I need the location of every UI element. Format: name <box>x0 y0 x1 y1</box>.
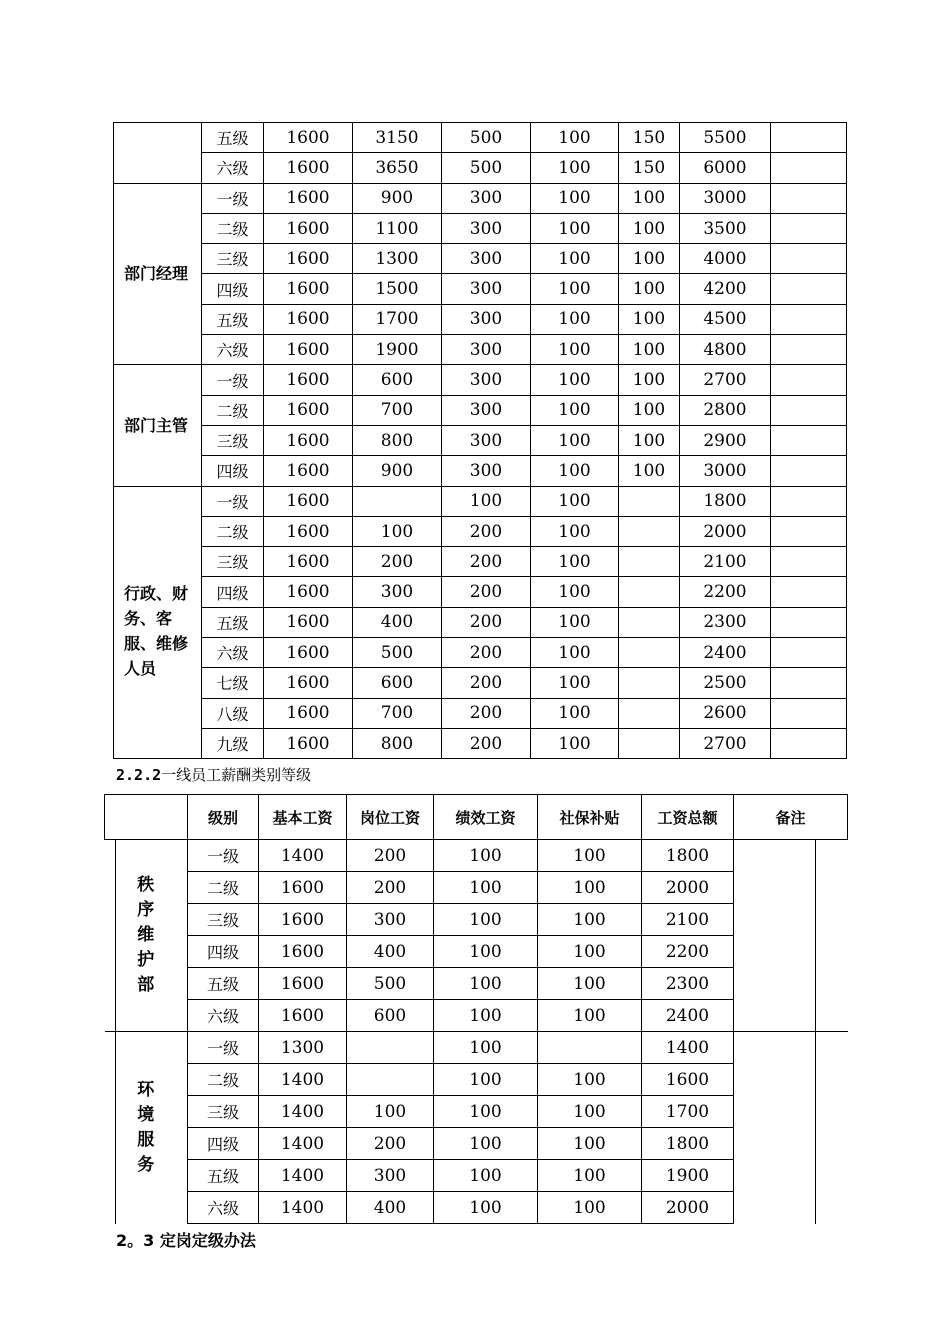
value-cell <box>619 728 680 758</box>
grade-cell: 四级 <box>202 456 264 486</box>
value-cell: 3000 <box>680 456 771 486</box>
value-cell: 100 <box>619 183 680 213</box>
remark-cell <box>771 153 847 183</box>
value-cell: 700 <box>353 698 442 728</box>
value-cell: 3650 <box>353 153 442 183</box>
value-cell: 2800 <box>680 395 771 425</box>
value-cell <box>619 607 680 637</box>
grade-cell: 一级 <box>202 365 264 395</box>
value-cell: 100 <box>434 968 538 1000</box>
value-cell: 6000 <box>680 153 771 183</box>
value-cell: 200 <box>442 577 531 607</box>
group-label-cell: 行政、财务、客服、维修人员 <box>114 486 202 759</box>
remark-cell <box>771 547 847 577</box>
value-cell: 2000 <box>642 872 734 904</box>
grade-cell: 六级 <box>188 1192 259 1224</box>
value-cell <box>619 698 680 728</box>
value-cell: 2200 <box>680 577 771 607</box>
value-cell: 100 <box>531 274 619 304</box>
remark-cell <box>771 698 847 728</box>
value-cell: 1700 <box>353 304 442 334</box>
remark-cell <box>771 516 847 546</box>
value-cell: 300 <box>347 904 434 936</box>
remark-cell <box>771 456 847 486</box>
remark-cell <box>771 425 847 455</box>
grade-cell: 一级 <box>202 183 264 213</box>
grade-cell: 四级 <box>188 936 259 968</box>
value-cell: 100 <box>434 904 538 936</box>
value-cell: 2700 <box>680 728 771 758</box>
value-cell: 150 <box>619 153 680 183</box>
value-cell: 1600 <box>264 183 353 213</box>
remark-cell <box>771 668 847 698</box>
grade-cell: 五级 <box>202 304 264 334</box>
column-header: 岗位工资 <box>347 795 434 840</box>
value-cell: 300 <box>442 274 531 304</box>
value-cell <box>619 668 680 698</box>
value-cell: 1400 <box>642 1032 734 1064</box>
grade-cell: 七级 <box>202 668 264 698</box>
value-cell: 800 <box>353 425 442 455</box>
table-row <box>114 123 847 153</box>
value-cell: 100 <box>531 123 619 153</box>
value-cell: 100 <box>538 904 642 936</box>
value-cell: 100 <box>434 1160 538 1192</box>
group-label-text: 环境服务 <box>137 1079 155 1175</box>
table-row <box>114 304 847 334</box>
value-cell: 5500 <box>680 123 771 153</box>
value-cell: 1600 <box>259 904 347 936</box>
column-header: 社保补贴 <box>538 795 642 840</box>
value-cell: 1600 <box>264 395 353 425</box>
column-header: 工资总额 <box>642 795 734 840</box>
grade-cell: 六级 <box>202 638 264 668</box>
table-row <box>114 486 847 516</box>
value-cell: 2200 <box>642 936 734 968</box>
grade-cell: 二级 <box>202 395 264 425</box>
value-cell: 100 <box>619 213 680 243</box>
value-cell: 200 <box>347 1128 434 1160</box>
column-header: 基本工资 <box>259 795 347 840</box>
value-cell: 2100 <box>642 904 734 936</box>
value-cell: 3000 <box>680 183 771 213</box>
value-cell: 1600 <box>264 728 353 758</box>
value-cell: 500 <box>442 123 531 153</box>
value-cell: 100 <box>434 840 538 872</box>
value-cell: 100 <box>531 577 619 607</box>
value-cell: 2100 <box>680 547 771 577</box>
table-row <box>114 213 847 243</box>
value-cell: 1400 <box>259 840 347 872</box>
table-row <box>114 244 847 274</box>
grade-cell: 三级 <box>202 425 264 455</box>
value-cell <box>619 577 680 607</box>
value-cell: 100 <box>531 304 619 334</box>
value-cell: 100 <box>531 335 619 365</box>
value-cell: 1600 <box>264 698 353 728</box>
value-cell: 1600 <box>264 153 353 183</box>
value-cell: 1800 <box>680 486 771 516</box>
salary-grade-table-frontline <box>104 794 848 1224</box>
table-row <box>114 395 847 425</box>
grade-cell: 六级 <box>188 1000 259 1032</box>
value-cell: 100 <box>353 516 442 546</box>
value-cell: 100 <box>531 607 619 637</box>
value-cell: 100 <box>538 1160 642 1192</box>
value-cell: 100 <box>619 244 680 274</box>
table-row <box>114 183 847 213</box>
remark-cell <box>771 244 847 274</box>
value-cell: 1600 <box>264 456 353 486</box>
remark-cell <box>771 486 847 516</box>
value-cell: 2000 <box>680 516 771 546</box>
value-cell: 100 <box>538 1096 642 1128</box>
value-cell: 100 <box>531 425 619 455</box>
value-cell: 500 <box>442 153 531 183</box>
value-cell: 4000 <box>680 244 771 274</box>
group-label-cell <box>105 840 188 1032</box>
value-cell: 2900 <box>680 425 771 455</box>
value-cell: 1100 <box>353 213 442 243</box>
grade-cell: 一级 <box>188 840 259 872</box>
grade-cell: 五级 <box>202 607 264 637</box>
table-row <box>114 153 847 183</box>
value-cell: 300 <box>442 335 531 365</box>
value-cell: 2300 <box>642 968 734 1000</box>
value-cell: 2500 <box>680 668 771 698</box>
value-cell: 4800 <box>680 335 771 365</box>
column-header: 级别 <box>188 795 259 840</box>
value-cell: 200 <box>442 547 531 577</box>
value-cell: 4200 <box>680 274 771 304</box>
value-cell: 100 <box>538 872 642 904</box>
remark-cell <box>771 365 847 395</box>
value-cell: 1600 <box>264 335 353 365</box>
table-row <box>114 516 847 546</box>
value-cell: 1600 <box>264 577 353 607</box>
grade-cell: 四级 <box>202 577 264 607</box>
value-cell: 1600 <box>264 213 353 243</box>
grade-cell: 二级 <box>202 213 264 243</box>
value-cell: 100 <box>619 335 680 365</box>
value-cell: 200 <box>442 728 531 758</box>
value-cell: 100 <box>538 968 642 1000</box>
value-cell: 1600 <box>264 244 353 274</box>
value-cell: 100 <box>531 638 619 668</box>
value-cell <box>619 486 680 516</box>
value-cell: 1800 <box>642 1128 734 1160</box>
grade-cell: 八级 <box>202 698 264 728</box>
value-cell <box>347 1064 434 1096</box>
remark-cell <box>771 123 847 153</box>
value-cell: 3500 <box>680 213 771 243</box>
table-row <box>114 425 847 455</box>
value-cell: 300 <box>442 183 531 213</box>
section-heading-grading-method: 2。3 定岗定级办法 <box>116 1231 256 1250</box>
remark-cell <box>734 840 848 1032</box>
value-cell: 1900 <box>353 335 442 365</box>
value-cell: 100 <box>347 1096 434 1128</box>
value-cell: 300 <box>442 304 531 334</box>
value-cell: 300 <box>442 425 531 455</box>
value-cell: 1600 <box>264 547 353 577</box>
value-cell: 3150 <box>353 123 442 153</box>
value-cell: 400 <box>347 1192 434 1224</box>
value-cell: 100 <box>538 936 642 968</box>
value-cell: 100 <box>531 183 619 213</box>
value-cell: 100 <box>531 365 619 395</box>
value-cell: 100 <box>434 936 538 968</box>
grade-cell: 五级 <box>202 123 264 153</box>
value-cell: 500 <box>347 968 434 1000</box>
table-row <box>114 607 847 637</box>
value-cell: 1600 <box>264 304 353 334</box>
value-cell: 100 <box>619 274 680 304</box>
value-cell: 1600 <box>264 274 353 304</box>
remark-cell <box>771 638 847 668</box>
value-cell: 1400 <box>259 1160 347 1192</box>
value-cell: 100 <box>538 840 642 872</box>
value-cell: 150 <box>619 123 680 153</box>
value-cell: 1400 <box>259 1192 347 1224</box>
value-cell: 1600 <box>264 365 353 395</box>
value-cell: 1600 <box>264 638 353 668</box>
table-row <box>114 698 847 728</box>
value-cell: 1900 <box>642 1160 734 1192</box>
value-cell: 100 <box>619 395 680 425</box>
value-cell: 400 <box>347 936 434 968</box>
table-row <box>114 547 847 577</box>
grade-cell: 三级 <box>188 1096 259 1128</box>
grade-cell: 九级 <box>202 728 264 758</box>
value-cell: 300 <box>442 244 531 274</box>
value-cell: 100 <box>434 1192 538 1224</box>
table-row <box>114 274 847 304</box>
remark-cell <box>771 183 847 213</box>
grade-cell: 六级 <box>202 335 264 365</box>
value-cell: 100 <box>531 153 619 183</box>
value-cell: 200 <box>442 698 531 728</box>
remark-cell <box>771 304 847 334</box>
value-cell: 100 <box>442 486 531 516</box>
value-cell: 1400 <box>259 1096 347 1128</box>
value-cell: 100 <box>434 1032 538 1064</box>
remark-cell <box>771 335 847 365</box>
value-cell: 500 <box>353 638 442 668</box>
value-cell: 100 <box>531 456 619 486</box>
table-row <box>114 638 847 668</box>
value-cell: 1600 <box>264 425 353 455</box>
value-cell: 1300 <box>259 1032 347 1064</box>
grade-cell: 一级 <box>202 486 264 516</box>
value-cell: 2400 <box>642 1000 734 1032</box>
table-row <box>114 577 847 607</box>
value-cell: 100 <box>531 486 619 516</box>
value-cell: 100 <box>619 304 680 334</box>
value-cell: 100 <box>538 1000 642 1032</box>
section-caption-frontline: 2.2.2一线员工薪酬类别等级 <box>116 766 312 784</box>
table-row <box>114 456 847 486</box>
value-cell: 1600 <box>264 607 353 637</box>
group-label-cell: 部门主管 <box>114 365 202 486</box>
value-cell: 1700 <box>642 1096 734 1128</box>
value-cell: 300 <box>442 395 531 425</box>
remark-cell <box>771 607 847 637</box>
value-cell: 100 <box>531 547 619 577</box>
grade-cell: 二级 <box>188 872 259 904</box>
value-cell: 200 <box>347 840 434 872</box>
grade-cell: 四级 <box>188 1128 259 1160</box>
value-cell: 100 <box>538 1128 642 1160</box>
value-cell: 100 <box>434 1064 538 1096</box>
value-cell: 4500 <box>680 304 771 334</box>
value-cell: 2600 <box>680 698 771 728</box>
value-cell: 100 <box>531 668 619 698</box>
value-cell: 1400 <box>259 1064 347 1096</box>
grade-cell: 一级 <box>188 1032 259 1064</box>
value-cell: 2300 <box>680 607 771 637</box>
table-row <box>105 1032 848 1064</box>
value-cell: 300 <box>347 1160 434 1192</box>
grade-cell: 三级 <box>188 904 259 936</box>
value-cell <box>619 547 680 577</box>
value-cell: 700 <box>353 395 442 425</box>
grade-cell: 五级 <box>188 968 259 1000</box>
grade-cell: 六级 <box>202 153 264 183</box>
value-cell: 1800 <box>642 840 734 872</box>
remark-cell <box>734 1032 848 1224</box>
value-cell: 600 <box>353 668 442 698</box>
value-cell: 100 <box>538 1064 642 1096</box>
column-header: 绩效工资 <box>434 795 538 840</box>
remark-cell <box>771 395 847 425</box>
value-cell: 200 <box>442 607 531 637</box>
grade-cell: 五级 <box>188 1160 259 1192</box>
value-cell: 100 <box>434 1000 538 1032</box>
table-row <box>114 728 847 758</box>
value-cell: 200 <box>442 516 531 546</box>
value-cell: 1600 <box>264 668 353 698</box>
value-cell: 1600 <box>264 516 353 546</box>
value-cell <box>347 1032 434 1064</box>
value-cell: 800 <box>353 728 442 758</box>
value-cell: 1600 <box>259 872 347 904</box>
value-cell: 200 <box>353 547 442 577</box>
value-cell: 1600 <box>259 1000 347 1032</box>
value-cell: 1600 <box>259 936 347 968</box>
group-label-text: 秩序维护部 <box>137 875 155 995</box>
value-cell: 400 <box>353 607 442 637</box>
value-cell: 100 <box>531 395 619 425</box>
value-cell: 300 <box>442 213 531 243</box>
value-cell: 900 <box>353 456 442 486</box>
value-cell: 100 <box>434 1096 538 1128</box>
value-cell: 300 <box>353 577 442 607</box>
group-label-cell <box>114 123 202 184</box>
value-cell <box>619 638 680 668</box>
value-cell: 100 <box>538 1192 642 1224</box>
value-cell: 100 <box>619 365 680 395</box>
value-cell: 100 <box>619 456 680 486</box>
value-cell: 1600 <box>264 486 353 516</box>
remark-cell <box>771 728 847 758</box>
table-row <box>114 668 847 698</box>
value-cell: 1600 <box>642 1064 734 1096</box>
value-cell: 100 <box>531 244 619 274</box>
group-label-cell <box>105 1032 188 1224</box>
value-cell: 300 <box>442 365 531 395</box>
value-cell: 600 <box>347 1000 434 1032</box>
grade-cell: 三级 <box>202 244 264 274</box>
salary-grade-table-management <box>113 122 847 759</box>
value-cell: 2400 <box>680 638 771 668</box>
value-cell: 2000 <box>642 1192 734 1224</box>
grade-cell: 二级 <box>202 516 264 546</box>
value-cell: 200 <box>442 668 531 698</box>
value-cell <box>353 486 442 516</box>
column-header <box>105 795 188 840</box>
value-cell: 100 <box>531 213 619 243</box>
value-cell: 100 <box>434 1128 538 1160</box>
table-row <box>105 840 848 872</box>
value-cell: 900 <box>353 183 442 213</box>
value-cell: 1600 <box>259 968 347 1000</box>
value-cell: 1400 <box>259 1128 347 1160</box>
group-label-cell: 部门经理 <box>114 183 202 365</box>
value-cell: 1300 <box>353 244 442 274</box>
value-cell: 2700 <box>680 365 771 395</box>
value-cell: 100 <box>531 516 619 546</box>
value-cell: 1500 <box>353 274 442 304</box>
table-row <box>114 335 847 365</box>
grade-cell: 二级 <box>188 1064 259 1096</box>
value-cell: 300 <box>442 456 531 486</box>
table-row <box>114 365 847 395</box>
value-cell: 100 <box>619 425 680 455</box>
grade-cell: 四级 <box>202 274 264 304</box>
value-cell: 1600 <box>264 123 353 153</box>
value-cell: 200 <box>347 872 434 904</box>
remark-cell <box>771 577 847 607</box>
grade-cell: 三级 <box>202 547 264 577</box>
value-cell: 100 <box>531 728 619 758</box>
value-cell: 200 <box>442 638 531 668</box>
value-cell: 600 <box>353 365 442 395</box>
remark-cell <box>771 213 847 243</box>
value-cell <box>619 516 680 546</box>
value-cell: 100 <box>531 698 619 728</box>
remark-cell <box>771 274 847 304</box>
value-cell <box>538 1032 642 1064</box>
value-cell: 100 <box>434 872 538 904</box>
column-header: 备注 <box>734 795 848 840</box>
